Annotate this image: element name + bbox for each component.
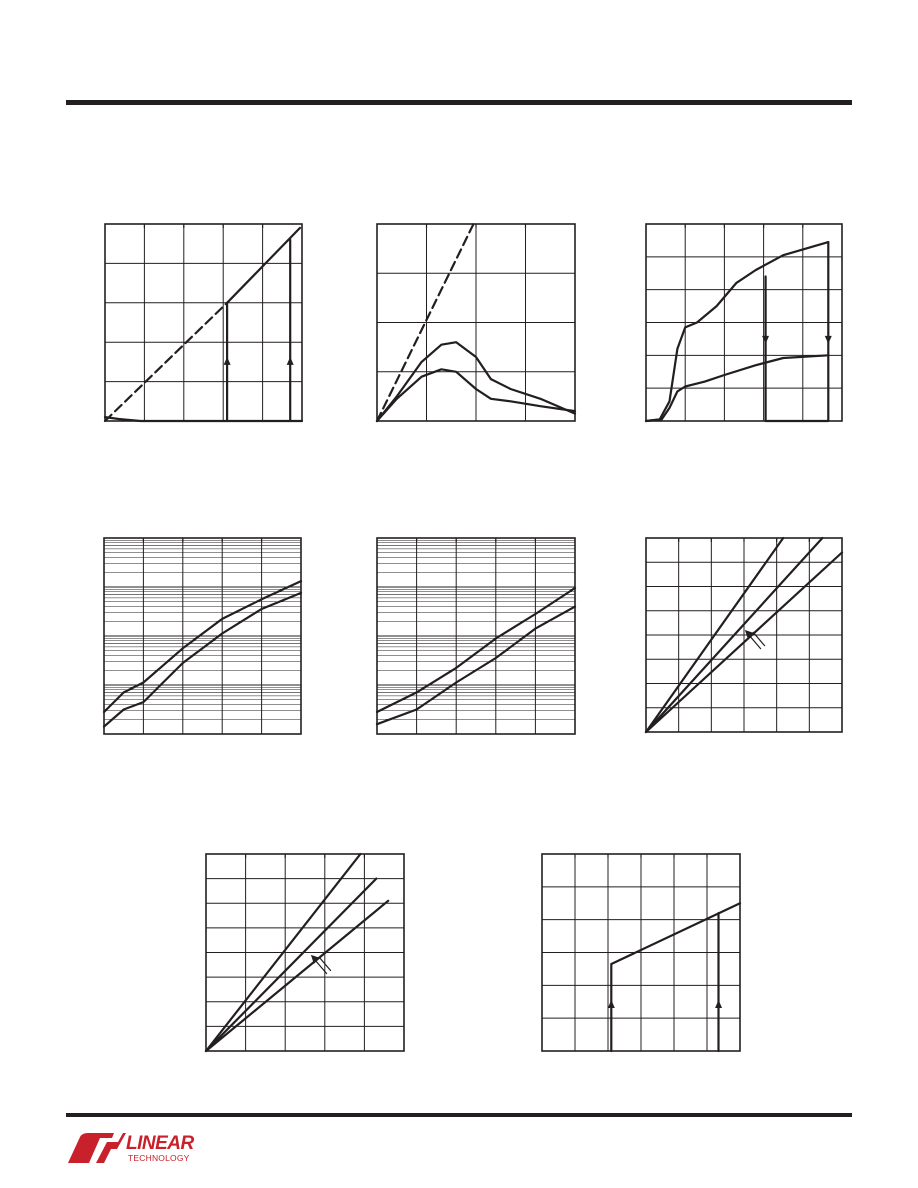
footer-rule: [66, 1113, 852, 1117]
direction-arrow-icon: [715, 1000, 722, 1008]
logo-wordmark: LINEAR: [126, 1133, 194, 1154]
direction-arrow-icon: [608, 1000, 615, 1008]
logo-subtitle: TECHNOLOGY: [128, 1153, 190, 1163]
series-line-1: [611, 903, 740, 1051]
